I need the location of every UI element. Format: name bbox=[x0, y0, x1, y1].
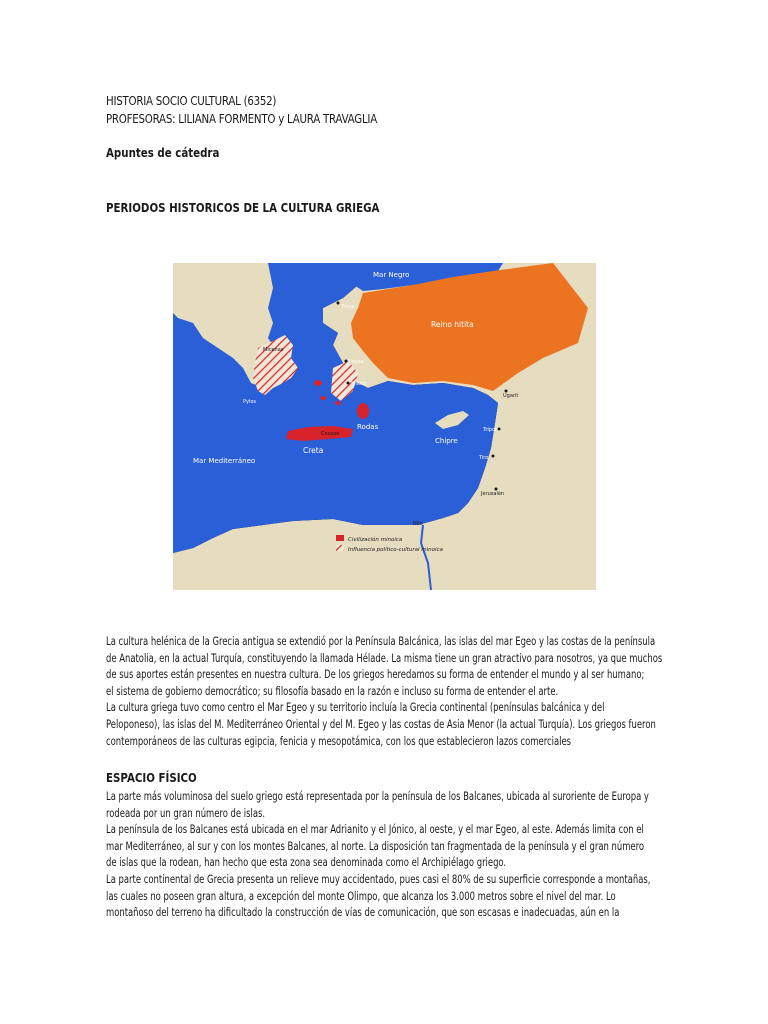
legend-influence-swatch bbox=[336, 545, 344, 551]
text-line: Peloponeso), las islas del M. Mediterráneo Oriental y del M. Egeo y las costas de Asia Menor (la actual Turquía). Los griegos fueron bbox=[106, 716, 656, 731]
label-crete: Creta bbox=[303, 446, 324, 455]
text-line: La parte continental de Grecia presenta un relieve muy accidentado, pues casi el 80% de su superficie corresponde a montañas, bbox=[106, 871, 651, 886]
aegean-island bbox=[314, 380, 322, 386]
label-tyre: Tiro bbox=[479, 455, 489, 461]
label-tripoli: Trípoli bbox=[483, 427, 498, 433]
label-ugarit: Ugarit bbox=[503, 393, 519, 399]
label-troy: Troya bbox=[341, 304, 355, 310]
label-jerusalem: Jerusalén bbox=[481, 491, 505, 497]
text-line: La cultura helénica de la Grecia antigua se extendió por la Península Balcánica, las islas del mar Egeo y las costas de la península bbox=[106, 634, 656, 648]
text-line: las cuales no poseen gran altura, a excepción del monte Olimpo, que alcanza los 3.000 metros sobre el nivel del mar. Lo bbox=[106, 888, 616, 903]
label-pylos: Pylos bbox=[243, 399, 257, 405]
map-image bbox=[173, 263, 596, 590]
notes-heading: Apuntes de cátedra bbox=[106, 145, 220, 160]
ancient-greece-map bbox=[173, 263, 596, 590]
periods-heading: PERIODOS HISTORICOS DE LA CULTURA GRIEGA bbox=[106, 200, 380, 215]
label-cyprus: Chipre bbox=[435, 437, 458, 445]
legend-influence: Influencia político-cultural minoica bbox=[348, 547, 443, 553]
rhodes-island bbox=[357, 403, 369, 419]
text-line: mar Mediterráneo, al sur y con los montes Balcanes, al norte. La disposición tan fragmentada de la península y el gran número bbox=[106, 838, 645, 853]
text-line: montañoso del terreno ha dificultado la construcción de vías de comunicación, que son escasas e inadecuadas, aún en la bbox=[106, 905, 620, 920]
text-line: contemporáneos de las culturas egipcia, fenicia y mesopotámica, con los que establecieron lazos comerciales bbox=[106, 733, 572, 748]
space-paragraphs bbox=[106, 788, 662, 921]
intro-paragraphs bbox=[106, 633, 662, 749]
label-mediterranean: Mar Mediterráneo bbox=[193, 457, 256, 465]
label-phocaea: Focea bbox=[349, 359, 364, 365]
label-rhodes: Rodas bbox=[357, 423, 379, 431]
label-hittite: Reino hitita bbox=[431, 320, 474, 329]
teachers-line: PROFESORAS: LILIANA FORMENTO y LAURA TRAVAGLIA bbox=[106, 111, 377, 126]
legend-minoan: Civilización minoica bbox=[348, 537, 403, 543]
text-line: La parte más voluminosa del suelo griego está representada por la península de los Balcanes, ubicada al suroriente de Europa y bbox=[106, 789, 649, 803]
text-line: de Anatolia, en la actual Turquía, constituyendo la llamada Hélade. La misma tiene un gran atractivo para nosotros, ya que muchos bbox=[106, 650, 663, 665]
label-mycenae: Micenas bbox=[263, 347, 284, 353]
space-heading: ESPACIO FÍSICO bbox=[106, 770, 197, 785]
label-miletus: Mileto bbox=[351, 381, 367, 387]
label-nile: Nilo bbox=[413, 521, 423, 527]
label-knossos: Cnosos bbox=[321, 431, 339, 437]
text-line: rodeada por un gran número de islas. bbox=[106, 805, 266, 820]
text-line: el sistema de gobierno democrático; su filosofía basado en la razón e incluso su forma de entender el arte. bbox=[106, 683, 559, 698]
text-line: La península de los Balcanes está ubicada en el mar Adrianito y el Jónico, al oeste, y el mar Egeo, al este. Además limita con el bbox=[106, 822, 644, 837]
course-title: HISTORIA SOCIO CULTURAL (6352) bbox=[106, 93, 277, 108]
legend-minoan-swatch bbox=[336, 535, 344, 541]
text-line: de islas que la rodean, han hecho que esta zona sea denominada como el Archipiélago griego. bbox=[106, 855, 507, 870]
text-line: de sus aportes están presentes en nuestra cultura. De los griegos heredamos su forma de entender el mundo y al ser humano; bbox=[106, 667, 645, 682]
text-line: La cultura griega tuvo como centro el Mar Egeo y su territorio incluía la Grecia continental (penínsulas balcánica y del bbox=[106, 700, 605, 715]
label-black-sea: Mar Negro bbox=[373, 271, 410, 279]
